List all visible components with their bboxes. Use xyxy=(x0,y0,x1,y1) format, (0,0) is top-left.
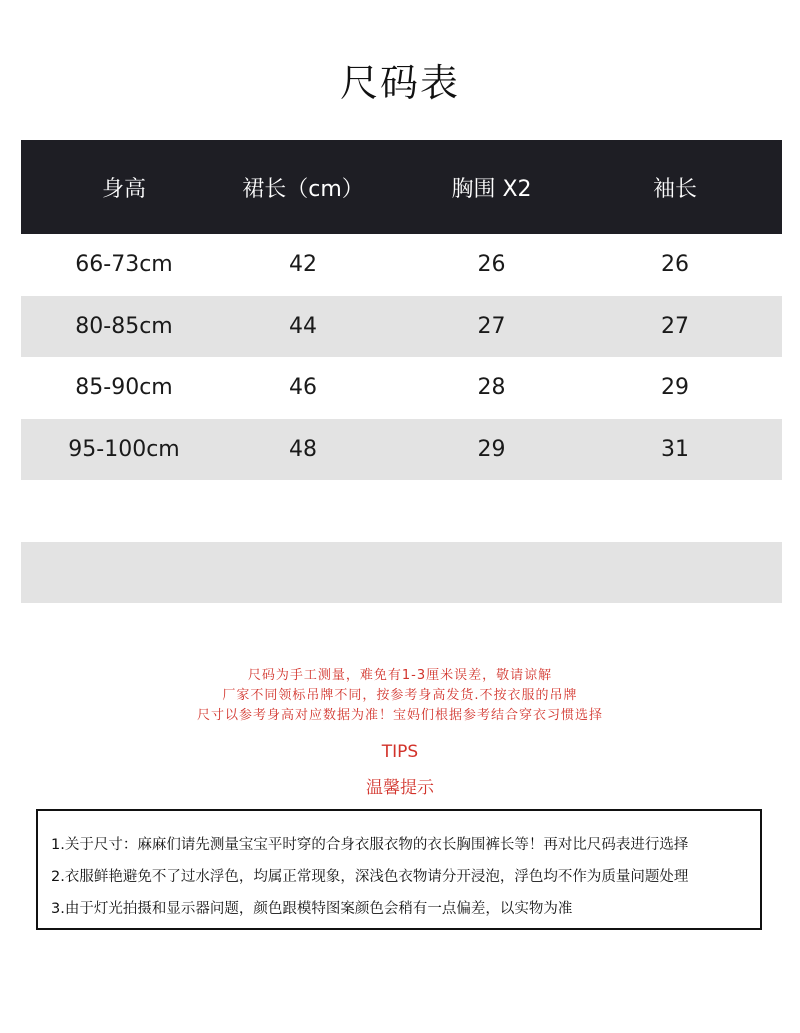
page-title: 尺码表 xyxy=(339,61,460,105)
table-header xyxy=(21,140,782,234)
header-skirt-length: 裙长（cm） xyxy=(242,176,364,202)
tips-label: TIPS xyxy=(381,742,419,762)
table-row xyxy=(21,296,782,358)
size-table xyxy=(21,140,782,603)
tips-box xyxy=(36,809,762,930)
table-row xyxy=(21,357,782,419)
cell-skirt-length: 48 xyxy=(289,436,317,462)
note-line: 厂家不同领标吊牌不同，按参考身高发货.不按衣服的吊牌 xyxy=(222,688,578,703)
empty-row xyxy=(21,480,782,542)
header-chest: 胸围 X2 xyxy=(451,176,532,202)
cell-sleeve: 26 xyxy=(661,252,689,278)
tip-item: 3.由于灯光拍摄和显示器问题，颜色跟模特图案颜色会稍有一点偏差，以实物为准 xyxy=(51,901,573,917)
tip-item: 1.关于尺寸：麻麻们请先测量宝宝平时穿的合身衣服衣物的衣长胸围裤长等！再对比尺码表进行选择 xyxy=(51,837,689,853)
cell-height: 80-85cm xyxy=(75,313,173,339)
note-line: 尺码为手工测量，难免有1-3厘米误差，敬请谅解 xyxy=(247,668,553,683)
cell-height: 95-100cm xyxy=(68,436,180,462)
cell-height: 66-73cm xyxy=(75,252,173,278)
table-row xyxy=(21,234,782,296)
cell-sleeve: 29 xyxy=(661,375,689,401)
cell-skirt-length: 44 xyxy=(289,313,317,339)
tips-title: 温馨提示 xyxy=(366,778,434,798)
header-sleeve: 袖长 xyxy=(652,176,697,202)
cell-skirt-length: 42 xyxy=(289,252,317,278)
cell-height: 85-90cm xyxy=(75,375,173,401)
cell-chest: 27 xyxy=(477,313,506,339)
empty-row xyxy=(21,542,782,604)
cell-sleeve: 27 xyxy=(661,313,689,339)
header-height: 身高 xyxy=(101,176,146,202)
tip-item: 2.衣服鲜艳避免不了过水浮色，均属正常现象，深浅色衣物请分开浸泡，浮色均不作为质量问题处理 xyxy=(51,869,689,885)
cell-chest: 28 xyxy=(477,375,506,401)
note-line: 尺寸以参考身高对应数据为准！宝妈们根据参考结合穿衣习惯选择 xyxy=(196,708,603,723)
cell-skirt-length: 46 xyxy=(289,375,317,401)
cell-chest: 29 xyxy=(477,436,506,462)
cell-sleeve: 31 xyxy=(661,436,689,462)
cell-chest: 26 xyxy=(477,252,506,278)
table-row xyxy=(21,419,782,481)
